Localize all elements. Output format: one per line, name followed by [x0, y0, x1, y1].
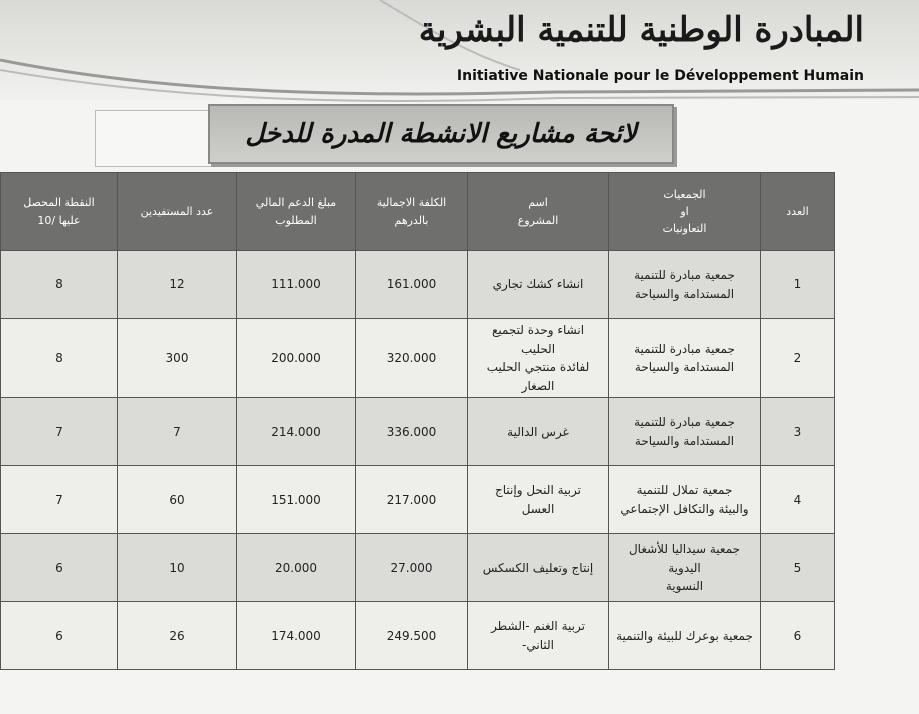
- col-beneficiaries-cell: 300: [118, 319, 237, 398]
- col-support-amount-cell: 151.000: [237, 466, 356, 534]
- logo-french: Initiative Nationale pour le Développement Humain: [456, 68, 864, 84]
- col-association-cell: جمعية بوعرك للبيئة والتنمية: [609, 602, 761, 670]
- col-project-name-cell: تربية الغنم -الشطر الثاني-: [468, 602, 609, 670]
- table-body: [1, 251, 835, 670]
- col-score-cell: 7: [1, 398, 118, 466]
- col-project-name-cell: تربية النحل وإنتاج العسل: [468, 466, 609, 534]
- col-score-cell: 6: [1, 602, 118, 670]
- col-support-amount-cell: 174.000: [237, 602, 356, 670]
- col-score-cell: 6: [1, 534, 118, 602]
- logo-arabic: المبادرة الوطنية للتنمية البشرية: [418, 10, 864, 50]
- col-total-cost-cell: 27.000: [356, 534, 468, 602]
- col-beneficiaries-cell: 12: [118, 251, 237, 319]
- col-total-cost-cell: 336.000: [356, 398, 468, 466]
- col-index-cell: 3: [761, 398, 835, 466]
- col-beneficiaries-cell: 26: [118, 602, 237, 670]
- col-support-amount-cell: 214.000: [237, 398, 356, 466]
- table-row: [1, 602, 835, 670]
- title-banner: [208, 104, 674, 164]
- col-total-cost-cell: 320.000: [356, 319, 468, 398]
- col-association-cell: جمعية مبادرة للتنمية المستدامة والسياحة: [609, 319, 761, 398]
- col-support-amount-cell: 200.000: [237, 319, 356, 398]
- col-total-cost-cell: 161.000: [356, 251, 468, 319]
- col-score-header: النقطة المحصل عليها /10: [1, 173, 118, 251]
- col-beneficiaries-header: عدد المستفيدين: [118, 173, 237, 251]
- table-row: [1, 251, 835, 319]
- col-support-amount-header: مبلغ الدعم المالي المطلوب: [237, 173, 356, 251]
- col-index-cell: 6: [761, 602, 835, 670]
- col-beneficiaries-cell: 60: [118, 466, 237, 534]
- col-association-cell: جمعية مبادرة للتنمية المستدامة والسياحة: [609, 251, 761, 319]
- col-support-amount-cell: 20.000: [237, 534, 356, 602]
- col-association-cell: جمعية تملال للتنمية والبيئة والتكافل الإجتماعي: [609, 466, 761, 534]
- col-total-cost-cell: 217.000: [356, 466, 468, 534]
- col-association-cell: جمعية مبادرة للتنمية المستدامة والسياحة: [609, 398, 761, 466]
- col-total-cost-cell: 249.500: [356, 602, 468, 670]
- col-score-cell: 8: [1, 251, 118, 319]
- col-index-cell: 5: [761, 534, 835, 602]
- col-beneficiaries-cell: 10: [118, 534, 237, 602]
- col-index-header: العدد: [761, 173, 835, 251]
- col-score-cell: 8: [1, 319, 118, 398]
- table-row: [1, 319, 835, 398]
- col-project-name-cell: غرس الدالية: [468, 398, 609, 466]
- col-association-cell: جمعية سيداليا للأشغال اليدوية النسوية: [609, 534, 761, 602]
- col-total-cost-header: الكلفة الاجمالية بالدرهم: [356, 173, 468, 251]
- col-project-name-cell: انشاء وحدة لتجميع الحليب لفائدة منتجي الحليب الصغار: [468, 319, 609, 398]
- col-support-amount-cell: 111.000: [237, 251, 356, 319]
- projects-table: [0, 172, 835, 670]
- page-title: لائحة مشاريع الانشطة المدرة للدخل: [245, 119, 637, 149]
- col-project-name-cell: إنتاج وتعليف الكسكس: [468, 534, 609, 602]
- col-beneficiaries-cell: 7: [118, 398, 237, 466]
- table-row: [1, 466, 835, 534]
- table-row: [1, 398, 835, 466]
- col-score-cell: 7: [1, 466, 118, 534]
- col-index-cell: 4: [761, 466, 835, 534]
- col-project-name-cell: انشاء كشك تجاري: [468, 251, 609, 319]
- col-association-header: الجمعيات او التعاونيات: [609, 173, 761, 251]
- col-index-cell: 1: [761, 251, 835, 319]
- table-header-row: [1, 173, 835, 251]
- col-index-cell: 2: [761, 319, 835, 398]
- table-row: [1, 534, 835, 602]
- col-project-name-header: اسم المشروع: [468, 173, 609, 251]
